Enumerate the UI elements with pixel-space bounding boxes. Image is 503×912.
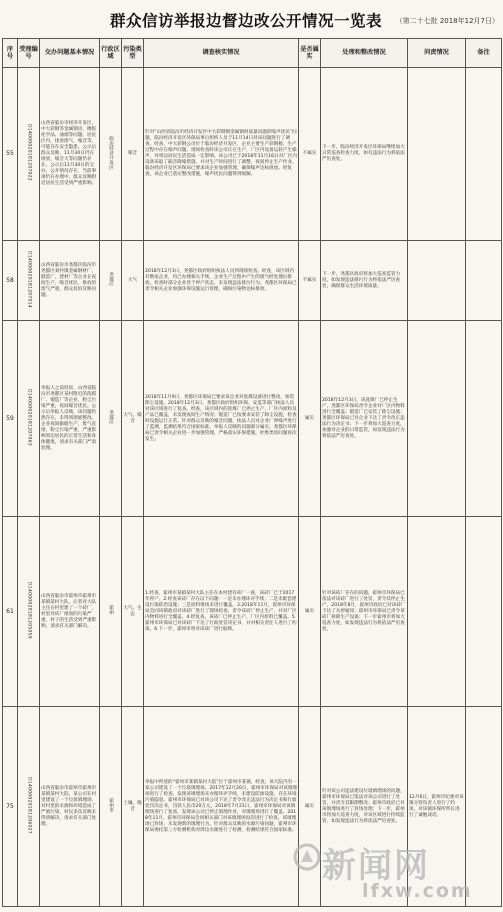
cell-verified: 不属实 [299, 241, 321, 321]
cell-type: 大气 [122, 241, 144, 321]
cell-accountability [408, 321, 466, 517]
cell-type: 土壤、噪音 [122, 707, 144, 907]
cell-seq: 75 [3, 707, 18, 907]
cell-verified: 属实 [299, 517, 321, 707]
col-header-seq: 序号 [3, 39, 18, 68]
title-row [0, 0, 503, 40]
cell-seq: 59 [3, 321, 18, 517]
col-header-handling: 处理和整改情况 [321, 39, 408, 68]
cell-verified: 属实 [299, 707, 321, 907]
col-header-id: 受理编号 [18, 39, 40, 68]
cell-accountability [408, 241, 466, 321]
cell-issue: 山西省临汾市霍州市霍州市某镇某村大队，后者对大队主任在村里建了一个砖厂，村里对砖厂排放的污染严重，村子的生活受到严重影响，请求有关部门解决。 [40, 517, 100, 707]
watermark-text-en: lfxw.com [362, 880, 473, 902]
cell-issue: 举报人之前投诉，山西省临汾市尧都区某村附近的洗煤厂、锻造厂等企业，粉尘污染严重，夜间噪音扰民。公示后举报人反映，该问题仍然存在，未得到彻底整改。企业夜间偷偷生产，废气直排，粉尘污染严重，严重影响周边居民的正常生活和身体健康，请求有关部门严肃处理。 [40, 321, 100, 517]
cell-verified: 属实 [299, 321, 321, 517]
table-row [3, 68, 502, 241]
watermark-text-zh: 新闻网 [322, 846, 430, 886]
cell-id: D14000020181207063 [26, 388, 32, 446]
news-logo-icon [292, 842, 322, 872]
cell-region: 霍州 [108, 605, 114, 615]
cell-region: 尧都区 [108, 409, 114, 425]
cell-region: 霍州市 [108, 797, 114, 813]
cell-seq: 55 [3, 68, 18, 241]
cell-verified: 不属实 [299, 68, 321, 241]
cell-accountability [408, 517, 466, 707]
cell-remarks [466, 517, 502, 707]
cell-investigation: 针对“山西省临汾市经济开发区中大彩钢钢金属钢材质量问题的噪声扰民”问题，临汾经济开发区环保局事后组织人员于11月14日对该问题进行了调查。经查，中大彩钢公司位于临汾经济开发区，企业主要生产彩钢板，生产过程中存在噪声问题。现场检查时该公司正在生产，厂区内设备运转产生噪声，对周边居民生活造成一定影响。该公司已于2018年11月16日对厂区内设备采取了隔音降噪措施，并对生产时间进行了调整，夜间停止生产作业。临汾经济开发区环保局已要求该企业加强管理，确保噪声达标排放。经复查，该企业已落实整改措施，噪声扰民问题得到缓解。 [144, 68, 299, 241]
cell-handling: 下一步，尧都区政府将加大巡查监管力度，如发现违法排污行为将依法严厉查处，确保群众生活环境质量。 [321, 241, 408, 321]
batch-note: （第二十七批 2018年12月7日） [395, 17, 499, 25]
col-header-accountability: 问责情况 [408, 39, 466, 68]
cell-region: 尧都区 [108, 271, 114, 287]
table-row [3, 517, 502, 707]
cell-handling: 针对该公司违法建设垃圾填埋场的问题，霍州市环保局已依法对该公司进行了处罚，并责令其限期整改；霍州市政府已对该填埋场进行了封场处理；下一步，霍州市将加大巡查力度，对该区域进行持续监管，如发现违法行为将依法严厉查处。 [321, 707, 408, 907]
cell-issue: 山西省临汾市霍州市霍州市某镇某村大院，某公司在村里建设了一个垃圾填埋场，对村里的水源和环境造成了严重污染，村民多次反映未得到解决，请求有关部门处理。 [40, 707, 100, 907]
cell-id: D14000020181206027 [26, 776, 32, 834]
cell-region: 临汾经济开发区 [108, 135, 114, 170]
table-row [3, 321, 502, 517]
col-header-type: 污染类型 [122, 39, 144, 68]
cell-investigation: 2018年12月3日，尧都区政府组织执法人员到现场检查。经查，该区域内有数家企业，均已办理相关手续，企业生产过程中产生的废气经处理后排放。检查时部分企业处于停产状态，未发现违法排污行为。尧都区环保局已责令相关企业加强环保设施运行管理，确保污染物达标排放。 [144, 241, 299, 321]
col-header-remarks: 备注 [466, 39, 502, 68]
cell-id: D14000020181207014 [26, 250, 32, 308]
site-watermark [292, 838, 497, 906]
cell-issue: 山西省临汾市尧都区临汾市尧都区刘村镇金属钢材厂、锻造厂、建材厂等企业在夜间生产，噪音扰民，排放的废气严重，群众投诉反映问题。 [40, 241, 100, 321]
table-header-row [3, 39, 502, 68]
col-header-investigation: 调查核实情况 [144, 39, 299, 68]
report-table [2, 38, 502, 907]
cell-type: 大气、生态 [122, 517, 144, 707]
cell-type: 大气、噪音 [122, 321, 144, 517]
col-header-issue: 交办问题基本情况 [40, 39, 100, 68]
cell-investigation: 举报中所述的“霍州市某镇某村大院”位于霍州市某镇，经查，该大院内有一家公司建设了一个垃圾填埋场。2017年12月20日，霍州市环保局对该填埋场进行了检查，发现该填埋场未办理环评手续，未建设防渗设施，存在环境污染隐患。霍州市环保局已对该公司下达了责令改正违法行为决定书和行政处罚决定书，罚款人民币20万元。2018年7月21日，霍州市环保局对该填埋场进行了复查，发现该公司已停止填埋作业，对填埋场进行了覆盖。2018年11月，霍州市环保局会同相关部门对该填埋场再次进行了检查，该填埋场已封场，未发现新的填埋行为。针对群众反映的水源污染问题，霍州市环保局委托第三方检测机构对周边水源进行了检测，检测结果符合国家标准。 [144, 707, 299, 907]
cell-seq: 61 [3, 517, 18, 707]
cell-seq: 58 [3, 241, 18, 321]
cell-remarks [466, 321, 502, 517]
col-header-region: 行政区域 [100, 39, 122, 68]
cell-accountability [408, 68, 466, 241]
cell-handling: 下一步，临汾经济开发区环保局继续加大日常巡查检查力度，如有违法行为将依法严厉查处。 [321, 68, 408, 241]
cell-id: D14000020181207022 [26, 124, 32, 181]
page-title: 群众信访举报边督边改公开情况一览表 [110, 11, 383, 30]
cell-issue: 山西省临汾市经济开发区，中大彩钢等金属钢房，橡胶化学品、油烟等问题。居民区内，排放废气、噪音等，可能存在安全隐患。公示后群众反映，11月30日仍在排放，噪音大等问题仍存在，公示后11月30日的交办，公开情况存在，当前事项仍在办理中。群众反映附近居民生活受到严重影响。 [40, 68, 100, 241]
cell-id: D14000020181205059 [26, 581, 32, 639]
cell-type: 噪音 [122, 68, 144, 241]
cell-investigation: 2018年11月9日，尧都区环保局已要求该企业对洗煤设备进行整改，加装除尘设施。2018年12月3日，尧都区政府组织环保、安监等部门执法人员对该区域进行了复查。经查，该区域内的洗煤厂已停止生产，厂区内原料及产品已覆盖，未发现夜间生产情况；锻造厂已按要求安装了除尘设施，检查时设施运行正常。针对群众反映的噪音问题，执法人员对企业厂界噪声进行了监测，监测结果符合国家标准。举报人反映的问题部分属实。尧都区环保局已责令相关企业进一步加强管理，严格落实环保措施，杜绝类似问题再次发生。 [144, 321, 299, 517]
cell-remarks [466, 241, 502, 321]
table-row [3, 241, 502, 321]
cell-accountability: 12月6日，霍州市纪委对该镇分管负责人进行了约谈，对该镇环保所所长进行了诫勉谈话。 [408, 707, 466, 907]
cell-remarks [466, 68, 502, 241]
cell-handling: 针对该砖厂存在的问题，霍州市环保局已依法对该砖厂进行了处罚，责令其停止生产，2018年8月，霍州市政府已对该砖厂下达了关停通知；霍州市环保局已责令该砖厂拆除生产设备；下一步霍州市将加大巡查力度，如发现违法行为将依法严厉查处。 [321, 517, 408, 707]
cell-investigation: 1.经查，霍州市某镇某村大队主任在本村建有砖厂一座，该砖厂已于2017年停产。2.经查该砖厂存在以下问题：一是未办理环评手续；二是未配套建设污染防治设施；三是原料堆场未进行覆盖。3.2018年11月，霍州市环保局会同该镇政府对该砖厂进行了现场检查，责令该砖厂停止生产，并对厂区内物料进行全覆盖。4.经复查，该砖厂已停止生产，厂区内原料已覆盖。5.霍州市环保局已对该砖厂下达了行政处罚决定书，并对相关责任人进行了约谈。6.下一步，霍州市将对该砖厂进行取缔。 [144, 517, 299, 707]
cell-handling: 2018年12月3日，该洗煤厂已停止生产，尧都区环保局责令企业对厂区内物料进行全覆盖；锻造厂已安装了除尘设施；尧都区环保局已对企业下达了责令改正违法行为决定书；下一步将加大巡查力度，加强对企业的日常监管，如发现违法行为将依法严厉查处。 [321, 321, 408, 517]
col-header-verified: 是否属实 [299, 39, 321, 68]
